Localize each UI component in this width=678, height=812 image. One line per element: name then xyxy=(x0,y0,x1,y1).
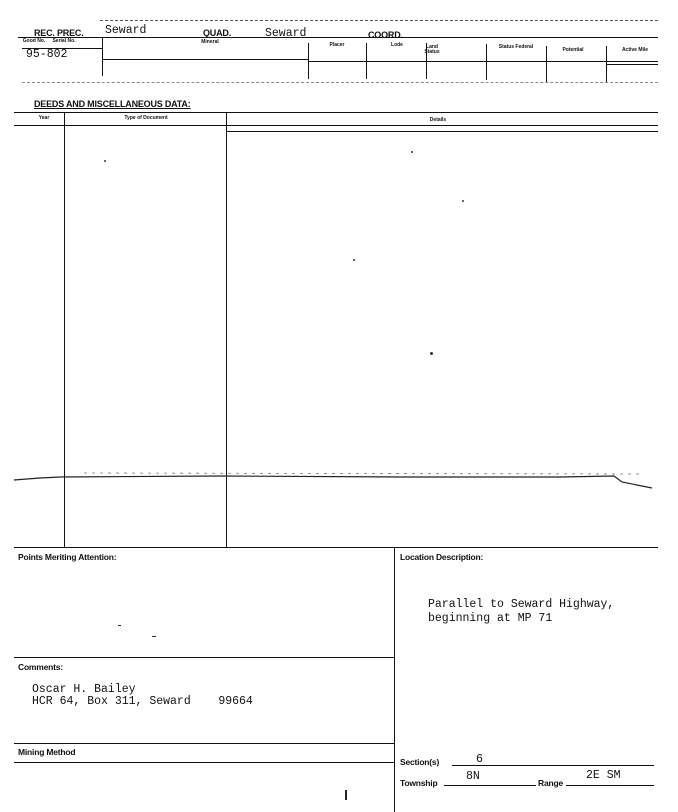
comments-label: Comments: xyxy=(18,662,63,672)
location-line-2: beginning at MP 71 xyxy=(428,612,553,625)
col-good-no: Good No. xyxy=(22,38,46,44)
deeds-col-type: Type of Document xyxy=(124,115,168,121)
claim-col-line xyxy=(102,38,103,76)
col-serial-no: Serial No. xyxy=(52,38,76,44)
deeds-col-year: Year xyxy=(38,115,50,121)
deeds-bottom-rule xyxy=(14,547,658,548)
speck xyxy=(353,259,355,261)
col-lode: Lode xyxy=(391,42,403,48)
pen-mark xyxy=(118,625,121,626)
pen-mark xyxy=(345,790,347,800)
claim-row-line xyxy=(22,48,102,49)
header-top-rule xyxy=(100,20,658,21)
col-active-mile: Active Mile xyxy=(621,47,649,53)
col-potential: Potential xyxy=(562,47,584,53)
quad-label: QUAD. xyxy=(203,28,231,38)
location-line-1: Parallel to Seward Highway, xyxy=(428,598,615,611)
range-underline xyxy=(566,785,654,786)
good-serial-value: 95-802 xyxy=(26,48,68,61)
sections-underline xyxy=(452,765,654,766)
claim-row-line xyxy=(308,61,658,62)
range-label: Range xyxy=(538,778,563,788)
location-description-label: Location Description: xyxy=(400,552,484,562)
township-label: Township xyxy=(400,778,438,788)
claim-row-line xyxy=(606,64,658,65)
comments-line-1: Oscar H. Bailey xyxy=(32,683,136,696)
comments-top-rule xyxy=(14,657,394,658)
header-divider xyxy=(18,37,658,38)
deeds-title: DEEDS AND MISCELLANEOUS DATA: xyxy=(34,99,191,109)
col-placer: Placer xyxy=(329,42,345,48)
range-value: 2E SM xyxy=(586,769,621,782)
deeds-top-rule xyxy=(14,112,658,113)
location-divider xyxy=(394,547,395,812)
speck xyxy=(411,151,413,153)
claim-col-line xyxy=(486,44,487,80)
claim-col-line xyxy=(546,46,547,82)
col-mineral: Mineral xyxy=(201,39,219,45)
scan-fold-line xyxy=(0,468,678,496)
township-value: 8N xyxy=(466,770,480,783)
speck xyxy=(462,200,464,202)
claim-row-line xyxy=(102,59,308,60)
township-underline xyxy=(444,785,536,786)
claim-bottom-rule xyxy=(22,82,658,83)
speck xyxy=(104,160,106,162)
sections-label: Section(s) xyxy=(400,757,440,767)
rec-prec-label: REC. PREC. xyxy=(34,28,84,38)
speck xyxy=(430,352,433,355)
points-meriting-label: Points Meriting Attention: xyxy=(18,552,117,562)
mining-method-top-rule xyxy=(14,743,394,744)
pen-mark xyxy=(152,636,156,637)
mining-method-bottom-rule xyxy=(14,762,394,763)
quad-value: Seward xyxy=(265,27,307,40)
coord-label: COORD. xyxy=(368,30,403,40)
deeds-subheader-rule xyxy=(226,131,658,132)
deeds-col-details: Details xyxy=(429,117,447,123)
sections-value: 6 xyxy=(476,753,483,766)
col-status-federal: Status Federal xyxy=(498,44,534,50)
deeds-header-rule xyxy=(14,125,658,126)
col-land-status: Land Status xyxy=(424,44,440,55)
mining-method-label: Mining Method xyxy=(18,747,76,757)
comments-line-2: HCR 64, Box 311, Seward 99664 xyxy=(32,695,253,708)
rec-prec-value: Seward xyxy=(105,24,147,37)
